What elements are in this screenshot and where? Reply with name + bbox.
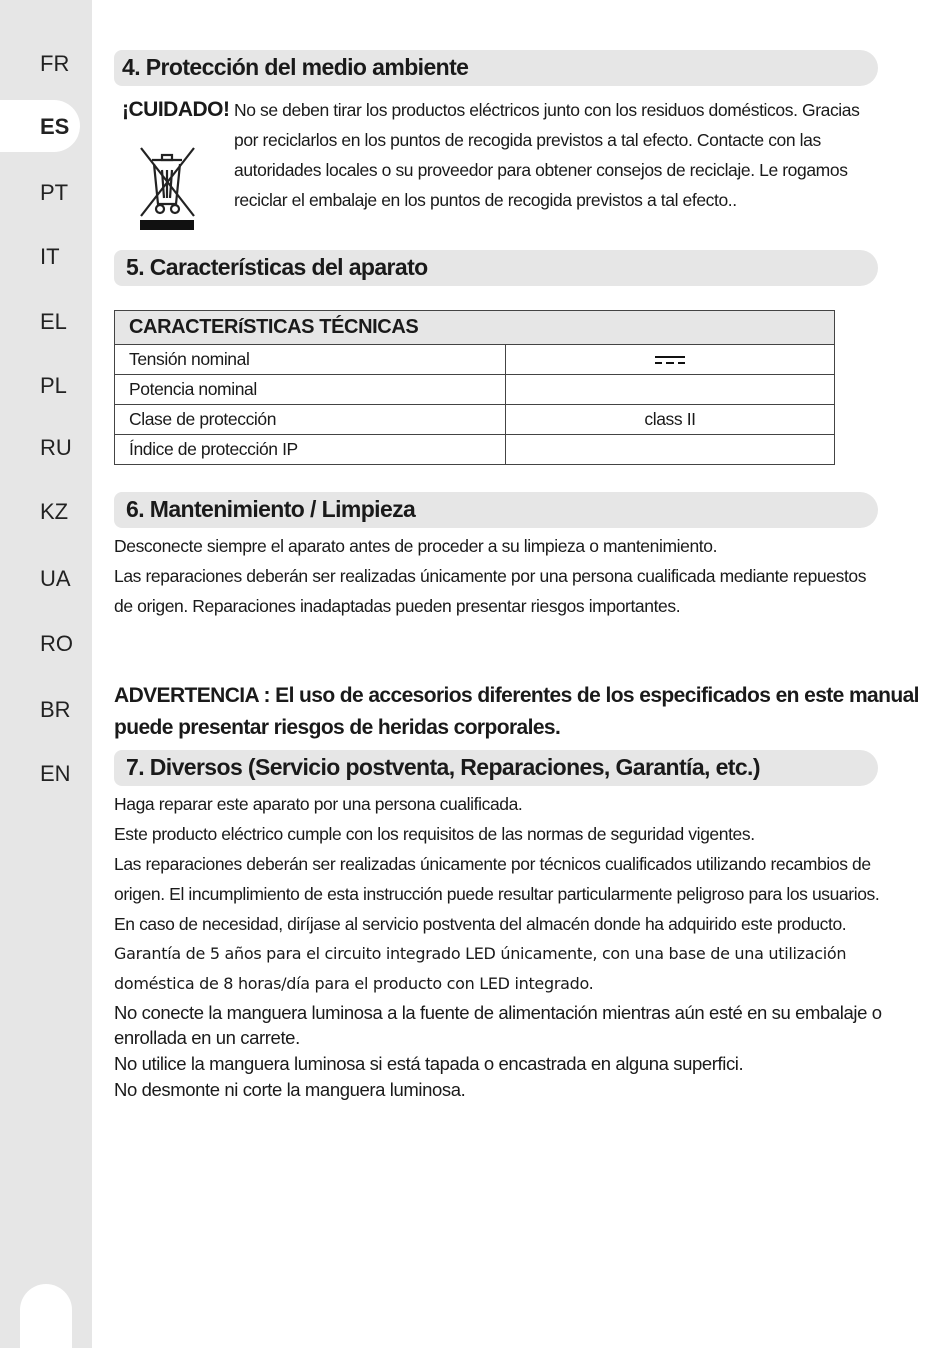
spec-label: Potencia nominal	[115, 375, 506, 405]
spec-value	[506, 345, 835, 375]
language-ru[interactable]: RU	[40, 435, 72, 460]
language-pl[interactable]: PL	[40, 373, 67, 398]
table-row	[115, 435, 835, 465]
spec-value	[506, 435, 835, 465]
misc-line-3: Las reparaciones deberán ser realizadas únicamente por técnicos cualificados utilizando recambios de	[114, 854, 871, 874]
table-header-row	[115, 311, 835, 345]
maintenance-line-1: Desconecte siempre el aparato antes de proceder a su limpieza o mantenimiento.	[114, 536, 718, 556]
section-7-header	[114, 750, 878, 786]
hose-line-4: No desmonte ni corte la manguera luminosa.	[114, 1079, 466, 1100]
table-row	[115, 405, 835, 435]
language-es[interactable]: ES	[40, 114, 70, 139]
misc-line-4: origen. El incumplimiento de esta instrucción puede resultar particularmente peligroso para los usuarios.	[114, 884, 880, 904]
crossed-out-wheelie-bin-icon	[138, 146, 196, 232]
hose-line-3: No utilice la manguera luminosa si está tapada o encastrada en alguna superfici.	[114, 1053, 744, 1074]
env-line-4: reciclar el embalaje en los puntos de recogida previstos a tal efecto..	[234, 190, 737, 210]
env-line-1: No se deben tirar los productos eléctricos junto con los residuos domésticos. Gracias	[234, 100, 860, 120]
dc-current-symbol-icon	[655, 355, 685, 365]
language-pt[interactable]: PT	[40, 180, 69, 205]
hose-line-1: No conecte la manguera luminosa a la fuente de alimentación mientras aún esté en su embalaje o	[114, 1002, 882, 1023]
language-fr[interactable]: FR	[40, 51, 70, 76]
language-kz[interactable]: KZ	[40, 499, 69, 524]
section-7-title: 7. Diversos (Servicio postventa, Reparaciones, Garantía, etc.)	[126, 754, 760, 780]
guarantee-line-1: Garantía de 5 años para el circuito integrado LED únicamente, con una base de una utilización	[114, 944, 847, 963]
language-ua[interactable]: UA	[40, 566, 71, 591]
language-br[interactable]: BR	[40, 697, 71, 722]
section-5-header	[114, 250, 878, 286]
language-ro[interactable]: RO	[40, 631, 73, 656]
spec-value: class II	[506, 405, 835, 435]
section-4-title: 4. Protección del medio ambiente	[122, 54, 469, 80]
caution-label: ¡CUIDADO!	[122, 98, 230, 121]
spec-value	[506, 375, 835, 405]
guarantee-line-2: doméstica de 8 horas/día para el producto con LED integrado.	[114, 974, 594, 993]
hose-line-2: enrollada en un carrete.	[114, 1027, 300, 1048]
table-row	[115, 345, 835, 375]
language-en[interactable]: EN	[40, 761, 71, 786]
warning-line-2: puede presentar riesgos de heridas corporales.	[114, 716, 561, 739]
section-5-title: 5. Características del aparato	[126, 254, 428, 280]
section-4-header	[114, 50, 878, 86]
spec-label: Índice de protección IP	[115, 435, 506, 465]
misc-line-1: Haga reparar este aparato por una persona cualificada.	[114, 794, 523, 814]
maintenance-line-3: de origen. Reparaciones inadaptadas pueden presentar riesgos importantes.	[114, 596, 681, 616]
language-it[interactable]: IT	[40, 244, 60, 269]
warning-text	[114, 680, 919, 744]
table-row	[115, 375, 835, 405]
section-6-title: 6. Mantenimiento / Limpieza	[126, 496, 416, 522]
language-el[interactable]: EL	[40, 309, 67, 334]
spec-label: Tensión nominal	[115, 345, 506, 375]
table-header: CARACTERíSTICAS TÉCNICAS	[115, 311, 835, 345]
spec-label: Clase de protección	[115, 405, 506, 435]
misc-line-2: Este producto eléctrico cumple con los requisitos de las normas de seguridad vigentes.	[114, 824, 755, 844]
warning-line-1: ADVERTENCIA : El uso de accesorios diferentes de los especificados en este manual	[114, 684, 919, 707]
technical-specs-table	[114, 310, 835, 465]
language-sidebar	[0, 0, 92, 1348]
env-line-3: autoridades locales o su proveedor para obtener consejos de reciclaje. Le rogamos	[234, 160, 848, 180]
page-tab	[20, 1284, 72, 1354]
env-line-2: por reciclarlos en los puntos de recogida previstos a tal efecto. Contacte con las	[234, 130, 821, 150]
maintenance-line-2: Las reparaciones deberán ser realizadas únicamente por una persona cualificada mediante repuestos	[114, 566, 867, 586]
misc-line-5: En caso de necesidad, diríjase al servicio postventa del almacén donde ha adquirido este producto.	[114, 914, 847, 934]
section-6-header	[114, 492, 878, 528]
